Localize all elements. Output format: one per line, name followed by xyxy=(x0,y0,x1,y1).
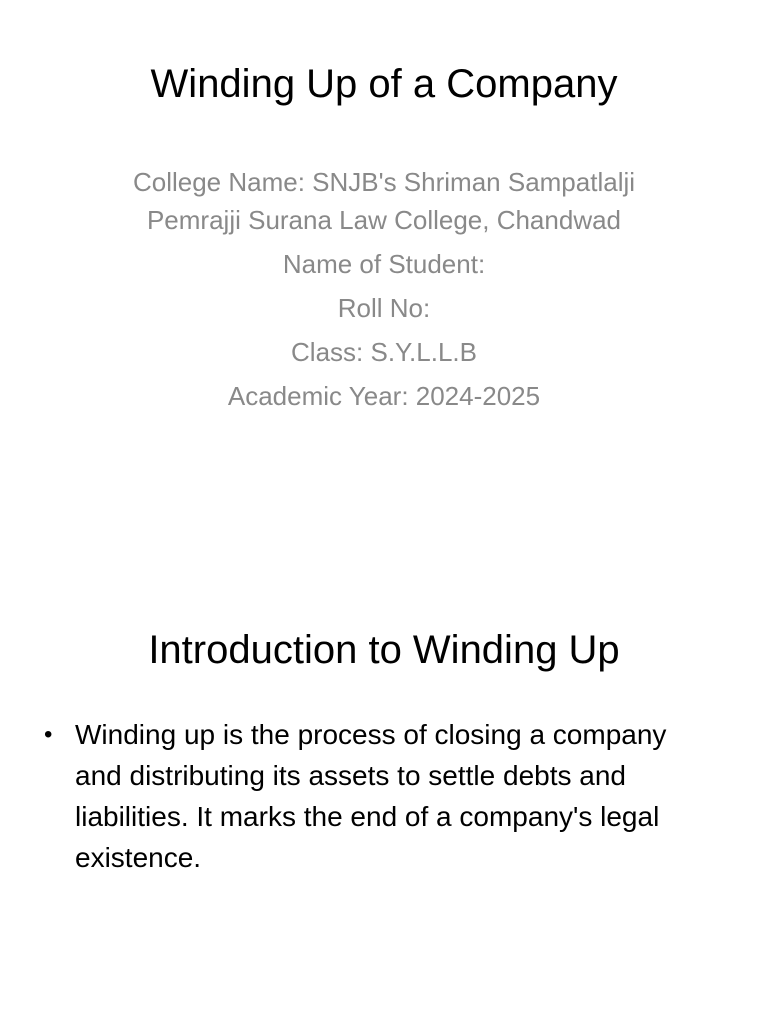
bullet-list xyxy=(40,714,720,878)
slide-title xyxy=(0,0,768,510)
list-item xyxy=(40,714,720,878)
subtitle-block xyxy=(110,163,658,421)
bullet-text: Winding up is the process of closing a company and distributing its assets to settle debts and liabilities. It marks the end of a company's legal existence. xyxy=(75,719,667,873)
slide-title-heading: Winding Up of a Company xyxy=(150,62,618,106)
college-name-line: College Name: SNJB's Shriman Sampatlalji Pemrajji Surana Law College, Chandwad xyxy=(132,167,636,235)
student-name-line: Name of Student: xyxy=(282,249,486,279)
introduction-heading: Introduction to Winding Up xyxy=(148,628,620,672)
academic-year-line: Academic Year: 2024-2025 xyxy=(227,381,541,411)
class-line: Class: S.Y.L.L.B xyxy=(291,337,477,367)
bullet-icon: • xyxy=(44,721,53,748)
roll-no-line: Roll No: xyxy=(337,293,431,323)
slide-introduction xyxy=(0,580,768,1024)
